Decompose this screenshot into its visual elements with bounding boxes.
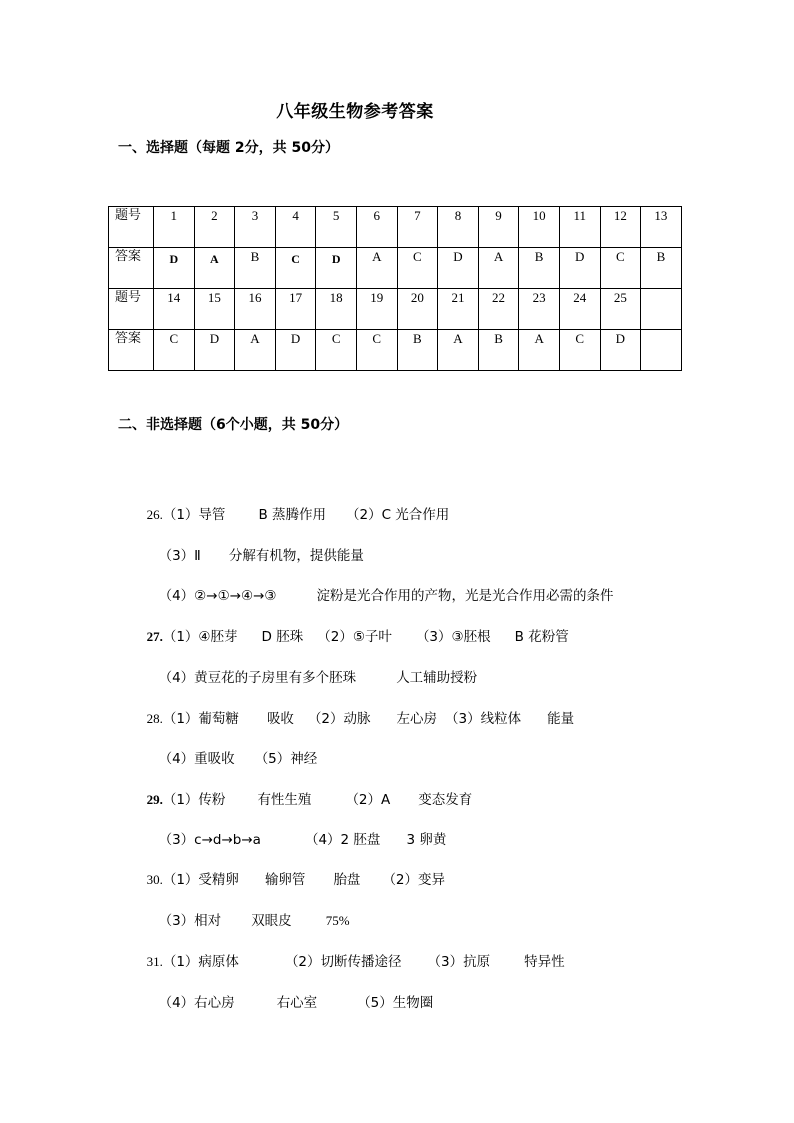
question-number-cell: 5 — [316, 207, 357, 248]
question-number-cell: 9 — [478, 207, 519, 248]
answer-text: 特异性 — [524, 954, 565, 970]
table-row-numbers-1 — [109, 207, 682, 248]
answer-text: 输卵管 — [264, 872, 306, 888]
answer-cell: D — [154, 248, 195, 289]
answer-text: （3）线粒体 — [445, 711, 522, 727]
section-heading-choice: 一、选择题（每题 2分，共 50分） — [118, 140, 339, 156]
table-row-answers-2 — [109, 330, 682, 371]
answer-cell: B — [478, 330, 519, 371]
answer-line-29-1 — [138, 772, 472, 808]
row-label-answer: 答案 — [109, 248, 154, 289]
question-number-cell: 14 — [154, 289, 195, 330]
answer-cell: A — [356, 248, 397, 289]
answer-text: 胎盘 — [333, 872, 361, 888]
answer-table — [108, 206, 682, 371]
question-number-cell: 8 — [438, 207, 479, 248]
question-number-cell: 13 — [641, 207, 682, 248]
answer-cell: C — [316, 330, 357, 371]
answer-text: （4）②→①→④→③ — [158, 588, 277, 604]
answer-text: （2）变异 — [382, 872, 446, 888]
answer-text: （4）右心房 — [158, 995, 235, 1011]
answer-text: （3）③胚根 — [415, 629, 491, 645]
question-number: 29. — [146, 792, 163, 807]
answer-text: （1）受精卵 — [162, 872, 239, 888]
answer-text: （1）葡萄糖 — [162, 711, 239, 727]
answer-text: （2）⑤子叶 — [317, 629, 392, 645]
table-row-numbers-2 — [109, 289, 682, 330]
answer-cell: D — [316, 248, 357, 289]
answer-text: （3）相对 — [158, 913, 222, 929]
table-row-answers-1 — [109, 248, 682, 289]
answer-text: 右心室 — [276, 995, 318, 1011]
answer-cell: C — [600, 248, 641, 289]
answer-cell: A — [519, 330, 560, 371]
question-number-cell: 15 — [194, 289, 235, 330]
answer-line-31-1 — [138, 934, 565, 970]
answer-line-28-1 — [138, 691, 574, 727]
question-number-cell: 25 — [600, 289, 641, 330]
row-label-answer: 答案 — [109, 330, 154, 371]
answer-cell: D — [194, 330, 235, 371]
section-heading-nonchoice: 二、非选择题（6个小题，共 50分） — [118, 417, 349, 433]
page-title: 八年级生物参考答案 — [276, 102, 434, 122]
answer-text: 双眼皮 — [251, 913, 292, 929]
answer-line-30-1 — [138, 852, 445, 888]
question-number-cell: 16 — [235, 289, 276, 330]
answer-line-27-2 — [150, 650, 477, 686]
answer-cell: B — [519, 248, 560, 289]
row-label-number: 题号 — [109, 207, 154, 248]
question-number: 26. — [146, 507, 163, 522]
answer-text: （3）Ⅱ — [158, 548, 201, 564]
question-number-cell: 18 — [316, 289, 357, 330]
answer-text: 变态发育 — [418, 792, 473, 808]
question-number: 30. — [146, 872, 163, 887]
row-label-number: 题号 — [109, 289, 154, 330]
answer-cell: C — [275, 248, 316, 289]
answer-text: 3 卵黄 — [406, 832, 447, 848]
answer-cell: D — [600, 330, 641, 371]
answer-line-28-2 — [150, 731, 317, 767]
question-number: 31. — [146, 954, 163, 969]
answer-cell: C — [356, 330, 397, 371]
answer-text: B 蒸腾作用 — [258, 507, 326, 523]
answer-cell: D — [559, 248, 600, 289]
answer-cell: A — [478, 248, 519, 289]
answer-text: （2）C 光合作用 — [346, 507, 450, 523]
answer-text: 吸收 — [266, 711, 294, 727]
answer-cell: B — [641, 248, 682, 289]
answer-cell: D — [275, 330, 316, 371]
answer-text: （2）动脉 — [307, 711, 371, 727]
answer-text: （5）生物圈 — [357, 995, 434, 1011]
answer-text: （1）传粉 — [162, 792, 226, 808]
answer-line-26-1 — [138, 487, 449, 523]
question-number-cell: 10 — [519, 207, 560, 248]
question-number-cell: 21 — [438, 289, 479, 330]
answer-text: （2）切断传播途径 — [284, 954, 402, 970]
question-number-cell: 22 — [478, 289, 519, 330]
answer-text: （5）神经 — [254, 751, 318, 767]
answer-cell: B — [235, 248, 276, 289]
answer-text: 能量 — [547, 711, 575, 727]
question-number-cell: 3 — [235, 207, 276, 248]
question-number-cell: 11 — [559, 207, 600, 248]
question-number: 28. — [146, 711, 163, 726]
answer-cell: A — [235, 330, 276, 371]
answer-line-29-2 — [150, 812, 446, 848]
answer-text: （4）2 胚盘 — [304, 832, 381, 848]
answer-text: （1）病原体 — [162, 954, 239, 970]
answer-text: 人工辅助授粉 — [396, 670, 478, 686]
answer-text: 有性生殖 — [257, 792, 312, 808]
answer-text: （3）c→d→b→a — [158, 832, 261, 848]
answer-line-31-2 — [150, 975, 433, 1011]
answer-text: （1）④胚芽 — [162, 629, 238, 645]
answer-text: D 胚珠 — [261, 629, 304, 645]
answer-line-26-2 — [150, 528, 364, 564]
answer-line-27-1 — [138, 609, 569, 645]
question-number-cell: 1 — [154, 207, 195, 248]
answer-text: 分解有机物，提供能量 — [228, 548, 364, 564]
answer-cell: C — [154, 330, 195, 371]
empty-cell — [641, 330, 682, 371]
answer-text: （2）A — [345, 792, 391, 808]
answer-cell: D — [438, 248, 479, 289]
answer-cell: C — [397, 248, 438, 289]
question-number-cell: 2 — [194, 207, 235, 248]
question-number-cell: 6 — [356, 207, 397, 248]
answer-line-30-2 — [150, 893, 350, 929]
answer-text: （4）重吸收 — [158, 751, 235, 767]
answer-cell: C — [559, 330, 600, 371]
question-number-cell: 7 — [397, 207, 438, 248]
question-number-cell: 20 — [397, 289, 438, 330]
question-number-cell: 24 — [559, 289, 600, 330]
answer-cell: B — [397, 330, 438, 371]
answer-line-26-3 — [150, 568, 614, 604]
answer-text: 左心房 — [396, 711, 438, 727]
answer-cell: A — [194, 248, 235, 289]
question-number-cell: 23 — [519, 289, 560, 330]
question-number-cell: 17 — [275, 289, 316, 330]
answer-cell: A — [438, 330, 479, 371]
question-number-cell: 4 — [275, 207, 316, 248]
empty-cell — [641, 289, 682, 330]
answer-text: B 花粉管 — [514, 629, 569, 645]
question-number: 27. — [146, 629, 163, 644]
answer-text: （3）抗原 — [427, 954, 491, 970]
question-number-cell: 19 — [356, 289, 397, 330]
answer-text: 淀粉是光合作用的产物，光是光合作用必需的条件 — [316, 588, 614, 604]
answer-text: 75% — [325, 913, 350, 928]
answer-text: （1）导管 — [162, 507, 226, 523]
answer-text: （4）黄豆花的子房里有多个胚珠 — [158, 670, 357, 686]
question-number-cell: 12 — [600, 207, 641, 248]
